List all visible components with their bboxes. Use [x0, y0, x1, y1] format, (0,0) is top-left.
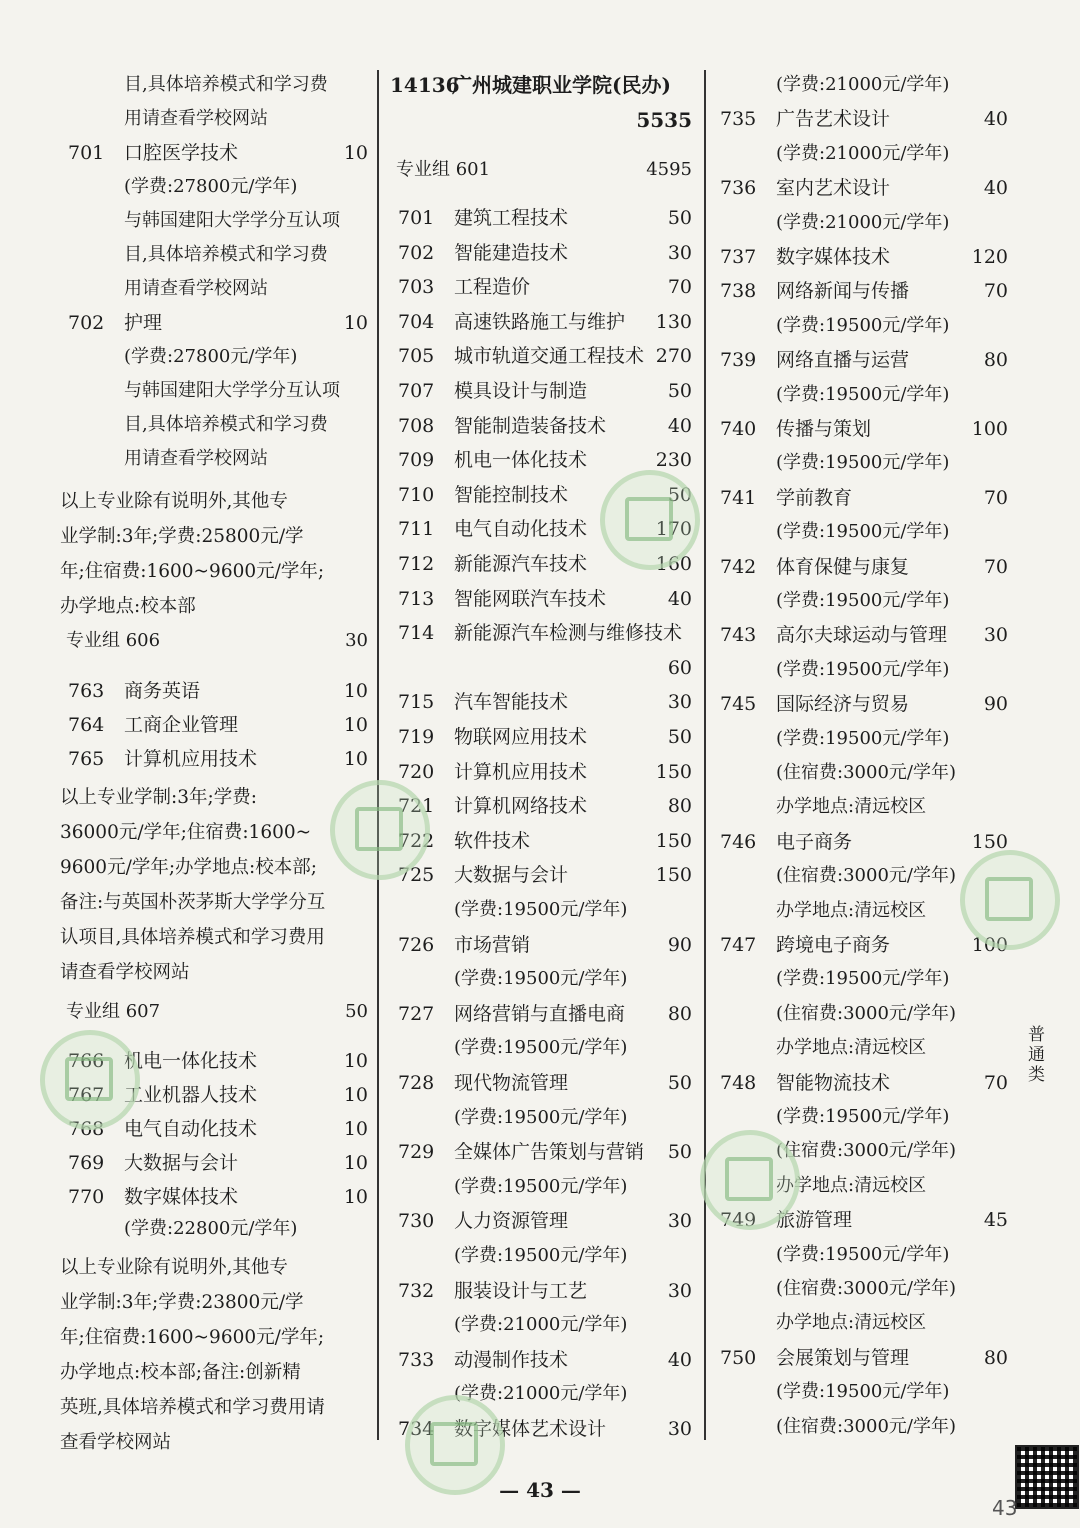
- paragraph-line: 查看学校网站: [60, 1432, 172, 1453]
- major-code: 728: [398, 1072, 435, 1094]
- paragraph-line: 业学制:3年;学费:25800元/学: [60, 526, 304, 547]
- fee-note: (学费:19500元/学年): [776, 452, 950, 474]
- major-quota: 40: [983, 108, 1008, 131]
- group-header-607: [60, 997, 372, 1027]
- major-name: 广告艺术设计: [776, 108, 891, 131]
- major-row: [712, 1068, 1012, 1098]
- major-code: 763: [68, 680, 105, 702]
- major-code: 735: [720, 108, 757, 131]
- major-name: 汽车智能技术: [454, 691, 569, 714]
- major-quota: 10: [343, 1050, 368, 1072]
- major-row: [390, 1068, 696, 1098]
- major-name: 跨境电子商务: [776, 934, 891, 956]
- major-name: 市场营销: [454, 933, 531, 956]
- fee-note: 办学地点:清远校区: [776, 1312, 927, 1334]
- major-code: 715: [398, 691, 435, 714]
- fee-note: (学费:19500元/学年): [454, 1245, 628, 1266]
- major-name: 服装设计与工艺: [454, 1279, 588, 1302]
- major-row: [712, 483, 1012, 513]
- major-row: [712, 414, 1012, 444]
- fee-note: (学费:27800元/学年): [124, 176, 298, 197]
- major-quota: 60: [667, 656, 692, 679]
- major-name: 新能源汽车技术: [454, 553, 588, 575]
- fee-note: (学费:19500元/学年): [776, 968, 950, 990]
- fee-note: (学费:21000元/学年): [776, 74, 950, 95]
- fee-note: 与韩国建阳大学学分互认项: [124, 380, 340, 401]
- major-name: 数字媒体艺术设计: [454, 1418, 607, 1440]
- major-row: [390, 826, 696, 856]
- major-name: 数字媒体技术: [776, 246, 891, 268]
- group-name: 专业组 601: [396, 159, 491, 180]
- fee-note: (学费:19500元/学年): [776, 727, 950, 749]
- major-name: 网络营销与直播电商: [454, 1002, 626, 1025]
- major-quota: 90: [983, 693, 1008, 716]
- major-quota: 30: [667, 1418, 692, 1440]
- paragraph-line: 以上专业除有说明外,其他专: [60, 1257, 288, 1278]
- major-name: 电气自动化技术: [124, 1118, 258, 1140]
- major-code: 770: [68, 1186, 105, 1208]
- major-row: [390, 791, 696, 821]
- major-code: 711: [398, 518, 435, 541]
- watermark-logo: [330, 780, 430, 880]
- fee-note: 目,具体培养模式和学习费: [124, 244, 328, 265]
- major-quota: 40: [667, 587, 692, 610]
- paragraph-line: 请查看学校网站: [60, 962, 190, 983]
- qr-code-icon: [1015, 1445, 1079, 1509]
- major-quota: 40: [667, 1348, 692, 1371]
- major-code: 730: [398, 1210, 435, 1233]
- major-quota: 120: [971, 246, 1008, 268]
- major-name: 智能控制技术: [454, 483, 569, 506]
- major-code: 704: [398, 310, 435, 333]
- paragraph-line: 以上专业学制:3年;学费:: [60, 787, 257, 808]
- fee-note: (学费:19500元/学年): [454, 899, 628, 920]
- major-code: 722: [398, 829, 435, 852]
- fee-note: 办学地点:清远校区: [776, 1037, 927, 1059]
- corner-page-number: 43: [992, 1496, 1018, 1520]
- major-quota: 50: [667, 207, 692, 229]
- major-code: 743: [720, 624, 757, 647]
- note-paragraph: [60, 1250, 366, 1460]
- fee-note: (住宿费:3000元/学年): [776, 1140, 956, 1162]
- major-quota: 150: [655, 760, 692, 783]
- major-row: [60, 710, 372, 740]
- paragraph-line: 办学地点:校本部: [60, 596, 196, 617]
- major-name: 物联网应用技术: [454, 726, 588, 748]
- group-header-601: [390, 155, 696, 185]
- major-quota: 30: [667, 241, 692, 264]
- major-quota: 70: [667, 276, 692, 299]
- major-quota: 40: [983, 177, 1008, 200]
- fee-note: (学费:19500元/学年): [454, 1037, 628, 1059]
- page-number: — 43 —: [499, 1478, 581, 1502]
- major-name: 传播与策划: [776, 418, 872, 440]
- major-quota: 50: [667, 483, 692, 506]
- major-row: [390, 411, 696, 441]
- major-code: 708: [398, 414, 435, 437]
- paragraph-line: 9600元/学年;办学地点:校本部;: [60, 857, 318, 878]
- major-name: 高速铁路施工与维护: [454, 310, 626, 333]
- major-code: 712: [398, 553, 435, 575]
- major-quota: 10: [343, 680, 368, 702]
- fee-note: 目,具体培养模式和学习费: [124, 74, 328, 95]
- major-code: 747: [720, 934, 757, 956]
- major-code: 738: [720, 280, 757, 303]
- major-quota: 30: [983, 624, 1008, 647]
- major-quota: 50: [667, 1072, 692, 1094]
- fee-note: (学费:19500元/学年): [776, 658, 950, 680]
- fee-note: 用请查看学校网站: [124, 278, 268, 299]
- major-code: 745: [720, 693, 757, 716]
- major-name: 全媒体广告策划与营销: [454, 1141, 645, 1164]
- paragraph-line: 年;住宿费:1600~9600元/学年;: [60, 561, 325, 582]
- major-row: [60, 744, 372, 774]
- major-row: [60, 308, 372, 338]
- major-code: 766: [68, 1050, 105, 1072]
- major-name: 智能建造技术: [454, 241, 569, 264]
- major-name: 模具设计与制造: [454, 380, 588, 402]
- fee-note: (学费:19500元/学年): [776, 590, 950, 611]
- major-quota: 40: [667, 414, 692, 437]
- column-divider: [704, 70, 706, 1440]
- major-row: [390, 238, 696, 268]
- major-code: 707: [398, 380, 435, 402]
- fee-note: (住宿费:3000元/学年): [776, 762, 956, 783]
- major-row: [390, 1137, 696, 1167]
- major-code: 732: [398, 1279, 435, 1302]
- major-code: 709: [398, 449, 435, 472]
- major-code: 726: [398, 933, 435, 956]
- major-name: 工业机器人技术: [124, 1084, 258, 1106]
- fee-note: 用请查看学校网站: [124, 108, 268, 129]
- major-code: 734: [398, 1418, 435, 1440]
- major-quota: 150: [655, 829, 692, 852]
- major-code: 701: [68, 142, 105, 164]
- major-name: 学前教育: [776, 486, 853, 509]
- major-code: 727: [398, 1002, 435, 1025]
- major-quota: 50: [667, 1141, 692, 1164]
- major-quota: 10: [343, 1084, 368, 1106]
- major-name: 室内艺术设计: [776, 177, 891, 200]
- major-code: 736: [720, 177, 757, 200]
- major-row: [390, 1206, 696, 1236]
- major-code: 767: [68, 1084, 105, 1106]
- major-row: [390, 999, 696, 1029]
- major-row: [390, 203, 696, 233]
- major-quota: 10: [343, 1152, 368, 1174]
- major-name: 数字媒体技术: [124, 1186, 239, 1208]
- major-name: 网络直播与运营: [776, 349, 910, 372]
- major-code: 748: [720, 1071, 757, 1094]
- major-name: 商务英语: [124, 680, 201, 702]
- major-quota: 10: [343, 142, 368, 164]
- major-name: 动漫制作技术: [454, 1348, 569, 1371]
- major-quota: 70: [983, 1071, 1008, 1094]
- major-row: [712, 104, 1012, 134]
- institution-total-row: [390, 105, 696, 135]
- major-name: 大数据与会计: [454, 864, 569, 887]
- major-code: 737: [720, 246, 757, 268]
- institution-total: 5535: [636, 108, 692, 132]
- major-code: 764: [68, 714, 105, 736]
- major-code: 750: [720, 1346, 757, 1369]
- major-row: [712, 173, 1012, 203]
- column-divider: [377, 70, 379, 1440]
- major-row: [390, 1276, 696, 1306]
- major-code: 741: [720, 486, 757, 509]
- fee-note: (学费:19500元/学年): [454, 1175, 628, 1197]
- major-name: 现代物流管理: [454, 1072, 569, 1094]
- major-code: 719: [398, 726, 435, 748]
- major-quota: 10: [343, 312, 368, 334]
- major-name: 护理: [124, 312, 163, 334]
- major-row: [712, 930, 1012, 960]
- major-row: [390, 341, 696, 371]
- major-code: 769: [68, 1152, 105, 1174]
- major-code: 739: [720, 349, 757, 372]
- fee-note: (学费:19500元/学年): [776, 1106, 950, 1127]
- major-code: 768: [68, 1118, 105, 1140]
- group-quota: 30: [345, 630, 368, 651]
- major-row: [390, 757, 696, 787]
- major-row: [60, 1182, 372, 1212]
- major-row: [390, 584, 696, 614]
- fee-note: (学费:21000元/学年): [454, 1314, 628, 1336]
- major-name: 网络新闻与传播: [776, 280, 910, 303]
- fee-note: (学费:19500元/学年): [776, 521, 950, 543]
- major-row: [712, 345, 1012, 375]
- note-paragraph: [60, 780, 366, 990]
- major-row: [390, 272, 696, 302]
- major-quota: 80: [983, 349, 1008, 372]
- paragraph-line: 以上专业除有说明外,其他专: [60, 491, 288, 512]
- major-name: 计算机网络技术: [454, 795, 588, 818]
- major-name: 智能网联汽车技术: [454, 587, 607, 610]
- major-row: [60, 1148, 372, 1178]
- major-quota: 270: [655, 345, 692, 368]
- major-name: 城市轨道交通工程技术: [454, 345, 645, 368]
- major-name: 智能制造装备技术: [454, 414, 607, 437]
- paragraph-line: 认项目,具体培养模式和学习费用: [60, 927, 325, 948]
- major-code: 742: [720, 555, 757, 578]
- major-name: 软件技术: [454, 829, 531, 852]
- major-name: 电子商务: [776, 830, 853, 853]
- fee-note: (学费:21000元/学年): [776, 211, 950, 233]
- major-name: 智能物流技术: [776, 1071, 891, 1094]
- major-name: 高尔夫球运动与管理: [776, 624, 948, 647]
- major-name: 电气自动化技术: [454, 518, 588, 541]
- fee-note: 用请查看学校网站: [124, 448, 268, 469]
- fee-note: (学费:27800元/学年): [124, 346, 298, 367]
- major-quota: 70: [983, 280, 1008, 303]
- fee-note: (学费:19500元/学年): [776, 383, 950, 405]
- watermark-logo: [960, 850, 1060, 950]
- major-name: 机电一体化技术: [124, 1050, 258, 1072]
- fee-note: 办学地点:清远校区: [776, 899, 927, 921]
- major-row: [712, 827, 1012, 857]
- major-quota: 160: [655, 553, 692, 575]
- side-category-tag: 普通类: [1028, 1025, 1045, 1085]
- fee-note: 与韩国建阳大学学分互认项: [124, 210, 340, 231]
- major-row: [712, 552, 1012, 582]
- major-name: 新能源汽车检测与维修技术: [454, 622, 683, 645]
- major-quota: 90: [667, 933, 692, 956]
- fee-note: (住宿费:3000元/学年): [776, 1002, 956, 1024]
- major-code: 702: [398, 241, 435, 264]
- major-quota: 30: [667, 1210, 692, 1233]
- major-name: 大数据与会计: [124, 1152, 239, 1174]
- watermark-logo: [700, 1130, 800, 1230]
- group-name: 专业组 607: [66, 1001, 161, 1022]
- major-row: [60, 138, 372, 168]
- major-quota: 150: [971, 830, 1008, 853]
- major-name: 工商企业管理: [124, 714, 239, 736]
- major-quota: 70: [983, 555, 1008, 578]
- major-code: 701: [398, 207, 435, 229]
- paragraph-line: 年;住宿费:1600~9600元/学年;: [60, 1327, 325, 1348]
- fee-note: (学费:19500元/学年): [776, 314, 950, 336]
- major-row: [390, 618, 696, 648]
- major-code: 720: [398, 760, 435, 783]
- major-quota: 70: [983, 486, 1008, 509]
- group-name: 专业组 606: [66, 630, 161, 651]
- major-name: 国际经济与贸易: [776, 693, 910, 716]
- major-code: 740: [720, 418, 757, 440]
- major-quota: 50: [667, 380, 692, 402]
- major-name: 计算机应用技术: [124, 748, 258, 770]
- group-header-606: [60, 626, 372, 656]
- major-name: 计算机应用技术: [454, 760, 588, 783]
- paragraph-line: 业学制:3年;学费:23800元/学: [60, 1292, 304, 1313]
- major-name: 建筑工程技术: [454, 207, 569, 229]
- major-code: 746: [720, 830, 757, 853]
- group-quota: 4595: [646, 159, 692, 180]
- fee-note: 目,具体培养模式和学习费: [124, 414, 328, 435]
- institution-header: [390, 70, 696, 100]
- note-paragraph: [60, 484, 366, 624]
- major-code: 765: [68, 748, 105, 770]
- major-row: [390, 687, 696, 717]
- major-quota: 100: [971, 418, 1008, 440]
- fee-note: (学费:19500元/学年): [776, 1243, 950, 1265]
- paragraph-line: 36000元/学年;住宿费:1600~: [60, 822, 312, 843]
- fee-note: (学费:19500元/学年): [454, 968, 628, 990]
- major-row: [712, 242, 1012, 272]
- major-name: 口腔医学技术: [124, 142, 239, 164]
- major-code: 714: [398, 622, 435, 645]
- major-quota: 80: [667, 795, 692, 818]
- major-name: 会展策划与管理: [776, 1346, 910, 1369]
- major-name: 机电一体化技术: [454, 449, 588, 472]
- major-code: 721: [398, 795, 435, 818]
- major-row: [712, 1343, 1012, 1373]
- major-row: [390, 722, 696, 752]
- major-quota: 10: [343, 748, 368, 770]
- fee-note: (住宿费:3000元/学年): [776, 1415, 956, 1437]
- major-row: [390, 1345, 696, 1375]
- major-quota: 80: [667, 1002, 692, 1025]
- major-code: 710: [398, 483, 435, 506]
- major-quota: 150: [655, 864, 692, 887]
- fee-note: (学费:22800元/学年): [124, 1218, 298, 1239]
- major-row: [390, 860, 696, 890]
- major-row: [390, 307, 696, 337]
- major-quota: 30: [667, 691, 692, 714]
- major-name: 体育保健与康复: [776, 555, 910, 578]
- fee-note: 办学地点:清远校区: [776, 1174, 927, 1196]
- major-code: 749: [720, 1209, 757, 1232]
- major-quota: 10: [343, 1118, 368, 1140]
- watermark-logo: [600, 470, 700, 570]
- major-quota: 10: [343, 1186, 368, 1208]
- major-code: 713: [398, 587, 435, 610]
- fee-note: (学费:19500元/学年): [776, 1381, 950, 1403]
- major-quota: 50: [667, 726, 692, 748]
- major-code: 702: [68, 312, 105, 334]
- major-row: [390, 376, 696, 406]
- fee-note: (学费:21000元/学年): [776, 142, 950, 164]
- major-row: [712, 689, 1012, 719]
- major-quota: 230: [655, 449, 692, 472]
- group-quota: 50: [345, 1001, 368, 1022]
- institution-code: 14136: [390, 73, 460, 97]
- paragraph-line: 办学地点:校本部;备注:创新精: [60, 1362, 301, 1383]
- major-row: [390, 930, 696, 960]
- fee-note: (住宿费:3000元/学年): [776, 1278, 956, 1299]
- major-code: 705: [398, 345, 435, 368]
- major-name: 工程造价: [454, 276, 531, 299]
- major-quota-row: [390, 653, 696, 683]
- major-quota: 80: [983, 1346, 1008, 1369]
- major-row: [712, 620, 1012, 650]
- major-row: [60, 676, 372, 706]
- fee-note: (学费:19500元/学年): [454, 1106, 628, 1128]
- major-name: 人力资源管理: [454, 1210, 569, 1233]
- major-code: 733: [398, 1348, 435, 1371]
- fee-note: (学费:21000元/学年): [454, 1383, 628, 1405]
- fee-note: (住宿费:3000元/学年): [776, 865, 956, 887]
- major-quota: 100: [971, 934, 1008, 956]
- fee-note: 办学地点:清远校区: [776, 796, 927, 818]
- watermark-logo: [40, 1030, 140, 1130]
- major-name: 旅游管理: [776, 1209, 853, 1232]
- major-quota: 30: [667, 1279, 692, 1302]
- major-quota: 130: [655, 310, 692, 333]
- major-quota: 10: [343, 714, 368, 736]
- major-quota: 170: [655, 518, 692, 541]
- major-code: 703: [398, 276, 435, 299]
- institution-name: 广州城建职业学院(民办): [452, 73, 671, 97]
- major-code: 729: [398, 1141, 435, 1164]
- major-row: [712, 276, 1012, 306]
- major-code: 725: [398, 864, 435, 887]
- paragraph-line: 备注:与英国朴茨茅斯大学学分互: [60, 892, 326, 913]
- major-quota: 45: [983, 1209, 1008, 1232]
- paragraph-line: 英班,具体培养模式和学习费用请: [60, 1397, 325, 1418]
